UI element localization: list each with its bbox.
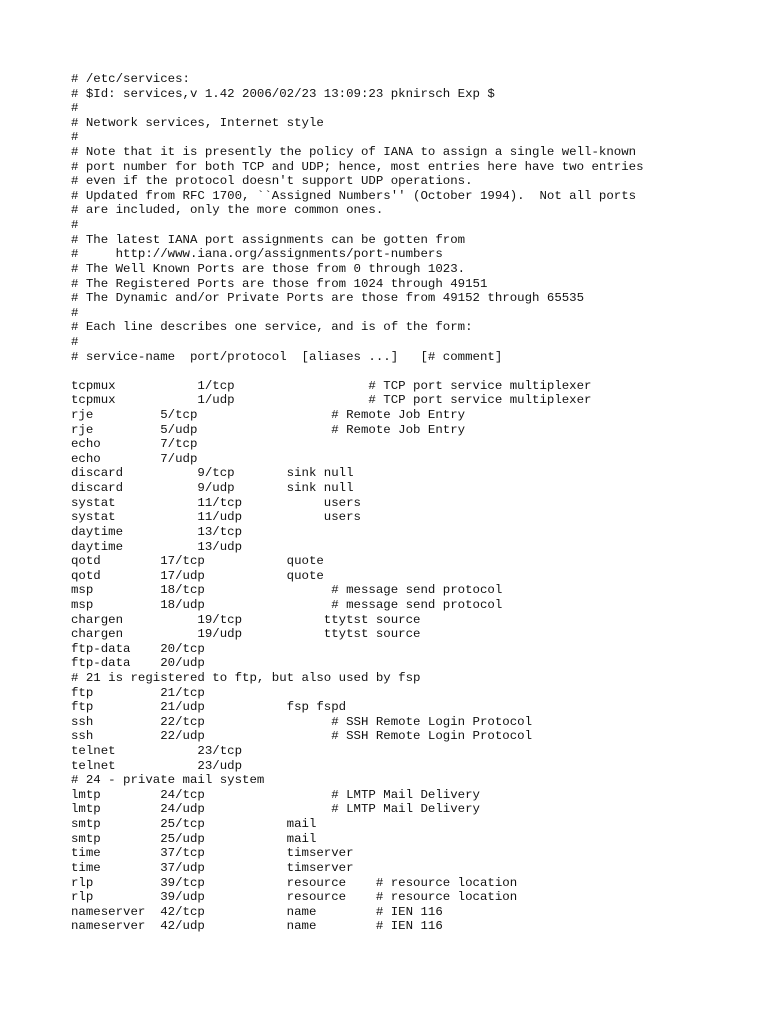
- text-line: # Note that it is presently the policy of IANA to assign a single well-known: [71, 145, 637, 160]
- text-line: discard 9/tcp sink null: [71, 466, 354, 481]
- text-line: ftp 21/udp fsp fspd: [71, 700, 347, 715]
- text-line: daytime 13/tcp: [71, 524, 243, 539]
- text-line: nameserver 42/udp name # IEN 116: [71, 919, 443, 934]
- text-line: rlp 39/tcp resource # resource location: [71, 875, 518, 890]
- text-line: # service-name port/protocol [aliases ...] [# comment]: [71, 349, 503, 364]
- text-line: ssh 22/tcp # SSH Remote Login Protocol: [71, 714, 533, 729]
- text-line: systat 11/udp users: [71, 510, 361, 525]
- text-line: ftp 21/tcp: [71, 685, 205, 700]
- text-line: msp 18/udp # message send protocol: [71, 597, 503, 612]
- text-line: #: [71, 218, 79, 233]
- text-line: time 37/tcp timserver: [71, 846, 354, 861]
- text-line: rje 5/tcp # Remote Job Entry: [71, 408, 466, 423]
- text-line: daytime 13/udp: [71, 539, 243, 554]
- text-line: smtp 25/udp mail: [71, 831, 317, 846]
- text-line: # 24 - private mail system: [71, 773, 265, 788]
- text-line: tcpmux 1/udp # TCP port service multiplexer: [71, 393, 592, 408]
- text-line: lmtp 24/udp # LMTP Mail Delivery: [71, 802, 480, 817]
- text-line: # Each line describes one service, and is of the form:: [71, 320, 473, 335]
- text-line: ftp-data 20/tcp: [71, 641, 205, 656]
- text-line: # The Dynamic and/or Private Ports are those from 49152 through 65535: [71, 291, 585, 306]
- text-line: time 37/udp timserver: [71, 860, 354, 875]
- text-line: ftp-data 20/udp: [71, 656, 205, 671]
- text-line: [71, 364, 644, 379]
- text-line: rje 5/udp # Remote Job Entry: [71, 422, 466, 437]
- text-line: telnet 23/tcp: [71, 744, 243, 759]
- services-file-text: [71, 72, 644, 934]
- text-line: #: [71, 305, 79, 320]
- text-line: ssh 22/udp # SSH Remote Login Protocol: [71, 729, 533, 744]
- text-line: # /etc/services:: [71, 72, 190, 86]
- text-line: qotd 17/udp quote: [71, 568, 324, 583]
- text-line: # Updated from RFC 1700, ``Assigned Numbers'' (October 1994). Not all ports: [71, 188, 637, 203]
- text-line: # are included, only the more common ones.: [71, 203, 384, 218]
- text-line: #: [71, 334, 79, 349]
- text-line: lmtp 24/tcp # LMTP Mail Delivery: [71, 787, 480, 802]
- text-line: qotd 17/tcp quote: [71, 554, 324, 569]
- text-line: #: [71, 101, 79, 116]
- text-line: telnet 23/udp: [71, 758, 243, 773]
- text-line: smtp 25/tcp mail: [71, 817, 317, 832]
- text-line: # The Well Known Ports are those from 0 through 1023.: [71, 261, 466, 276]
- text-line: # even if the protocol doesn't support UDP operations.: [71, 174, 473, 189]
- text-line: tcpmux 1/tcp # TCP port service multiplexer: [71, 378, 592, 393]
- text-line: rlp 39/udp resource # resource location: [71, 890, 518, 905]
- text-line: chargen 19/udp ttytst source: [71, 627, 421, 642]
- text-line: # The Registered Ports are those from 1024 through 49151: [71, 276, 488, 291]
- text-line: # $Id: services,v 1.42 2006/02/23 13:09:23 pknirsch Exp $: [71, 86, 495, 101]
- text-line: echo 7/tcp: [71, 437, 198, 452]
- text-line: nameserver 42/tcp name # IEN 116: [71, 904, 443, 919]
- text-line: # port number for both TCP and UDP; hence, most entries here have two entries: [71, 159, 644, 174]
- text-line: #: [71, 130, 79, 145]
- text-line: # Network services, Internet style: [71, 115, 324, 130]
- text-line: echo 7/udp: [71, 451, 198, 466]
- text-line: # The latest IANA port assignments can be gotten from: [71, 232, 466, 247]
- text-line: # http://www.iana.org/assignments/port-numbers: [71, 247, 443, 262]
- text-line: discard 9/udp sink null: [71, 481, 354, 496]
- text-line: # 21 is registered to ftp, but also used by fsp: [71, 670, 421, 685]
- text-line: chargen 19/tcp ttytst source: [71, 612, 421, 627]
- text-line: msp 18/tcp # message send protocol: [71, 583, 503, 598]
- text-line: systat 11/tcp users: [71, 495, 361, 510]
